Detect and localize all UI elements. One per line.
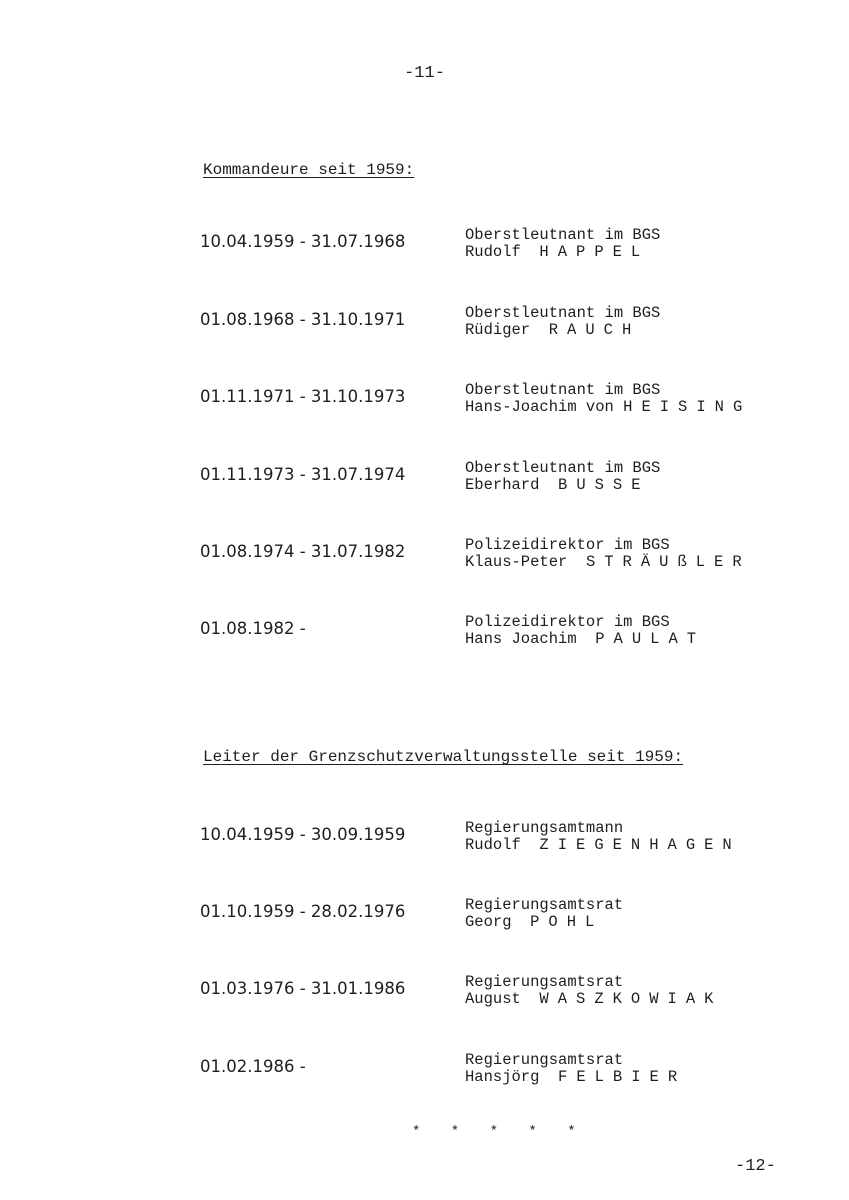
person-name xyxy=(465,243,649,261)
date-range: 10.04.1959 - 31.07.1968 xyxy=(200,232,406,251)
administrator-entry xyxy=(200,819,820,859)
rank-title: Regierungsamtsrat xyxy=(465,1051,624,1069)
person-name xyxy=(465,836,741,854)
given-name: Hans-Joachim von xyxy=(465,398,614,416)
person-name xyxy=(465,1068,686,1086)
commander-entry xyxy=(200,613,820,653)
date-range: 01.11.1971 - 31.10.1973 xyxy=(200,387,406,406)
surname: HAPPEL xyxy=(539,243,650,261)
surname: WASZKOWIAK xyxy=(539,990,723,1008)
date-range: 01.08.1982 - xyxy=(200,619,306,638)
person-name xyxy=(465,553,751,571)
rank-title: Regierungsamtsrat xyxy=(465,973,624,991)
rank-title: Oberstleutnant im BGS xyxy=(465,226,661,244)
commander-entry xyxy=(200,304,820,344)
surname: RAUCH xyxy=(548,321,641,339)
surname: HEISING xyxy=(623,398,752,416)
commander-entry xyxy=(200,459,820,499)
given-name: Eberhard xyxy=(465,476,540,494)
person-name xyxy=(465,630,705,648)
page-number: -11- xyxy=(404,64,445,83)
rank-title: Oberstleutnant im BGS xyxy=(465,304,661,322)
rank-title: Regierungsamtsrat xyxy=(465,896,624,914)
given-name: Rudolf xyxy=(465,836,521,854)
surname: FELBIER xyxy=(558,1068,687,1086)
rank-title: Oberstleutnant im BGS xyxy=(465,459,661,477)
surname: PAULAT xyxy=(595,630,706,648)
date-range: 01.03.1976 - 31.01.1986 xyxy=(200,979,406,998)
ornament-asterisks: * * * * * xyxy=(412,1124,587,1140)
given-name: Klaus-Peter xyxy=(465,553,568,571)
date-range: 01.10.1959 - 28.02.1976 xyxy=(200,902,406,921)
person-name xyxy=(465,321,640,339)
date-range: 01.11.1973 - 31.07.1974 xyxy=(200,465,406,484)
given-name: Rudolf xyxy=(465,243,521,261)
surname: POHL xyxy=(530,913,604,931)
given-name: Hans Joachim xyxy=(465,630,577,648)
administrator-entry xyxy=(200,973,820,1013)
person-name xyxy=(465,913,603,931)
commander-entry xyxy=(200,536,820,576)
rank-title: Polizeidirektor im BGS xyxy=(465,536,670,554)
given-name: Georg xyxy=(465,913,512,931)
section-heading-administration: Leiter der Grenzschutzverwaltungsstelle seit 1959: xyxy=(203,748,684,766)
next-page-marker: -12- xyxy=(735,1157,776,1176)
administrator-entry xyxy=(200,1051,820,1091)
rank-title: Regierungsamtmann xyxy=(465,819,624,837)
commander-entry xyxy=(200,226,820,266)
person-name xyxy=(465,398,751,416)
person-name xyxy=(465,476,650,494)
person-name xyxy=(465,990,722,1008)
surname: ZIEGENHAGEN xyxy=(539,836,741,854)
rank-title: Oberstleutnant im BGS xyxy=(465,381,661,399)
rank-title: Polizeidirektor im BGS xyxy=(465,613,670,631)
date-range: 01.08.1974 - 31.07.1982 xyxy=(200,542,406,561)
commander-entry xyxy=(200,381,820,421)
date-range: 01.02.1986 - xyxy=(200,1057,306,1076)
section-heading-commanders: Kommandeure seit 1959: xyxy=(203,161,415,179)
given-name: Hansjörg xyxy=(465,1068,540,1086)
surname: STRÄUßLER xyxy=(585,553,751,571)
surname: BUSSE xyxy=(558,476,650,494)
given-name: Rüdiger xyxy=(465,321,531,339)
given-name: August xyxy=(465,990,521,1008)
date-range: 01.08.1968 - 31.10.1971 xyxy=(200,310,406,329)
date-range: 10.04.1959 - 30.09.1959 xyxy=(200,825,406,844)
administrator-entry xyxy=(200,896,820,936)
